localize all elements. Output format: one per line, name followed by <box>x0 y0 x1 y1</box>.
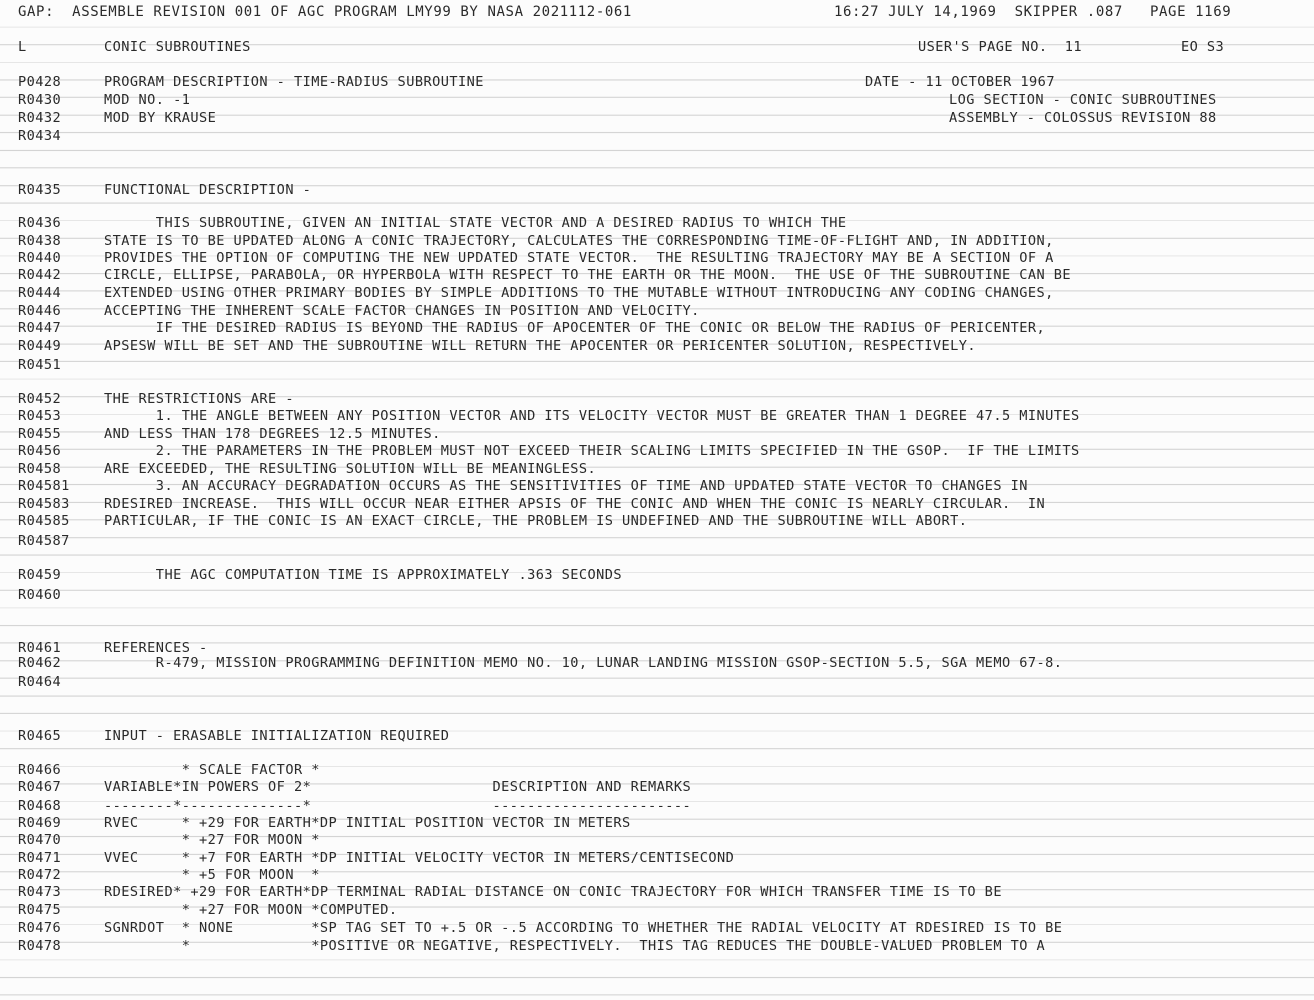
line-text: THE RESTRICTIONS ARE - <box>104 391 294 407</box>
section-code: EO S3 <box>1181 39 1225 55</box>
line-text: MOD BY KRAUSE <box>104 110 217 126</box>
line-text: EXTENDED USING OTHER PRIMARY BODIES BY SIMPLE ADDITIONS TO THE MUTABLE WITHOUT INTRODUCING ANY CODING CHANGES, <box>104 285 1054 301</box>
subheader-tag: L <box>18 39 27 55</box>
line-text: VVEC * +7 FOR EARTH *DP INITIAL VELOCITY VECTOR IN METERS/CENTISECOND <box>104 850 735 866</box>
line-tag: R0466 <box>18 762 62 778</box>
line-tag: R0449 <box>18 338 62 354</box>
line-tag: R0446 <box>18 303 62 319</box>
line-right-text: LOG SECTION - CONIC SUBROUTINES <box>949 92 1217 108</box>
line-text: INPUT - ERASABLE INITIALIZATION REQUIRED <box>104 728 450 744</box>
line-right-text: ASSEMBLY - COLOSSUS REVISION 88 <box>949 110 1217 126</box>
line-tag: R0469 <box>18 815 62 831</box>
line-text: FUNCTIONAL DESCRIPTION - <box>104 182 312 198</box>
line-tag: R0456 <box>18 443 62 459</box>
line-text: CIRCLE, ELLIPSE, PARABOLA, OR HYPERBOLA WITH RESPECT TO THE EARTH OR THE MOON. THE USE OF THE SUBROUTINE CAN BE <box>104 267 1072 283</box>
line-text: ARE EXCEEDED, THE RESULTING SOLUTION WILL BE MEANINGLESS. <box>104 461 597 477</box>
line-tag: R0468 <box>18 798 62 814</box>
line-tag: R0455 <box>18 426 62 442</box>
line-tag: R0430 <box>18 92 62 108</box>
line-tag: R0459 <box>18 567 62 583</box>
line-tag: R0465 <box>18 728 62 744</box>
line-tag: R0436 <box>18 215 62 231</box>
line-tag: R0470 <box>18 832 62 848</box>
line-text: * +5 FOR MOON * <box>104 867 320 883</box>
line-tag: R0442 <box>18 267 62 283</box>
line-text: PROVIDES THE OPTION OF COMPUTING THE NEW UPDATED STATE VECTOR. THE RESULTING TRAJECTORY MAY BE A SECTION OF A <box>104 250 1054 266</box>
line-tag: R0444 <box>18 285 62 301</box>
subheader <box>0 38 1225 56</box>
line-tag: R0451 <box>18 357 62 373</box>
line-tag: R0458 <box>18 461 62 477</box>
line-text: MOD NO. -1 <box>104 92 191 108</box>
line-tag: R04585 <box>18 513 70 529</box>
line-tag: R0476 <box>18 920 62 936</box>
line-tag: R0453 <box>18 408 62 424</box>
line-tag: R0462 <box>18 655 62 671</box>
line-tag: R0472 <box>18 867 62 883</box>
line-tag: R0452 <box>18 391 62 407</box>
line-tag: R0460 <box>18 587 62 603</box>
line-right-text: DATE - 11 OCTOBER 1967 <box>865 74 1055 90</box>
line-text: THIS SUBROUTINE, GIVEN AN INITIAL STATE VECTOR AND A DESIRED RADIUS TO WHICH THE <box>104 215 847 231</box>
line-text: STATE IS TO BE UPDATED ALONG A CONIC TRAJECTORY, CALCULATES THE CORRESPONDING TIME-OF-FLIGHT AND, IN ADDITION, <box>104 233 1054 249</box>
line-text: * *POSITIVE OR NEGATIVE, RESPECTIVELY. THIS TAG REDUCES THE DOUBLE-VALUED PROBLEM TO A <box>104 938 1046 954</box>
line-tag: R0440 <box>18 250 62 266</box>
line-tag: R04583 <box>18 496 70 512</box>
header-left: GAP: ASSEMBLE REVISION 001 OF AGC PROGRAM LMY99 BY NASA 2021112-061 <box>18 4 632 20</box>
line-text: 2. THE PARAMETERS IN THE PROBLEM MUST NOT EXCEED THEIR SCALING LIMITS SPECIFIED IN THE GSOP. IF THE LIMITS <box>104 443 1080 459</box>
line-tag: R04587 <box>18 533 70 549</box>
line-text: --------*--------------* ----------------------- <box>104 798 692 814</box>
line-text: * SCALE FACTOR * <box>104 762 320 778</box>
line-tag: R0447 <box>18 320 62 336</box>
line-text: ACCEPTING THE INHERENT SCALE FACTOR CHANGES IN POSITION AND VELOCITY. <box>104 303 700 319</box>
line-text: APSESW WILL BE SET AND THE SUBROUTINE WILL RETURN THE APOCENTER OR PERICENTER SOLUTION, RESPECTIVELY. <box>104 338 977 354</box>
header-right: 16:27 JULY 14,1969 SKIPPER .087 PAGE 1169 <box>834 4 1232 20</box>
line-tag: P0428 <box>18 74 62 90</box>
line-tag: R0435 <box>18 182 62 198</box>
line-text: 1. THE ANGLE BETWEEN ANY POSITION VECTOR AND ITS VELOCITY VECTOR MUST BE GREATER THAN 1 DEGREE 47.5 MINUTES <box>104 408 1080 424</box>
line-tag: R0464 <box>18 674 62 690</box>
line-tag: R0475 <box>18 902 62 918</box>
line-text: REFERENCES - <box>104 640 208 656</box>
users-page-number: USER'S PAGE NO. 11 <box>918 39 1083 55</box>
line-tag: R0461 <box>18 640 62 656</box>
line-text: RDESIRED* +29 FOR EARTH*DP TERMINAL RADIAL DISTANCE ON CONIC TRAJECTORY FOR WHICH TRANSFER TIME IS TO BE <box>104 884 1002 900</box>
line-text: 3. AN ACCURACY DEGRADATION OCCURS AS THE SENSITIVITIES OF TIME AND UPDATED STATE VECTOR TO CHANGES IN <box>104 478 1028 494</box>
line-text: VARIABLE*IN POWERS OF 2* DESCRIPTION AND REMARKS <box>104 779 692 795</box>
line-text: * +27 FOR MOON * <box>104 832 320 848</box>
line-text: IF THE DESIRED RADIUS IS BEYOND THE RADIUS OF APOCENTER OF THE CONIC OR BELOW THE RADIUS OF PERICENTER, <box>104 320 1046 336</box>
line-tag: R0467 <box>18 779 62 795</box>
line-text: PROGRAM DESCRIPTION - TIME-RADIUS SUBROUTINE <box>104 74 484 90</box>
line-text: * +27 FOR MOON *COMPUTED. <box>104 902 398 918</box>
line-tag: R0438 <box>18 233 62 249</box>
line-text: THE AGC COMPUTATION TIME IS APPROXIMATELY .363 SECONDS <box>104 567 623 583</box>
line-text: AND LESS THAN 178 DEGREES 12.5 MINUTES. <box>104 426 441 442</box>
line-tag: R0478 <box>18 938 62 954</box>
line-text: RDESIRED INCREASE. THIS WILL OCCUR NEAR EITHER APSIS OF THE CONIC AND WHEN THE CONIC IS NEARLY CIRCULAR. IN <box>104 496 1046 512</box>
line-tag: R0432 <box>18 110 62 126</box>
line-tag: R0473 <box>18 884 62 900</box>
line-tag: R04581 <box>18 478 70 494</box>
line-tag: R0471 <box>18 850 62 866</box>
line-text: R-479, MISSION PROGRAMMING DEFINITION MEMO NO. 10, LUNAR LANDING MISSION GSOP-SECTION 5.5, SGA MEMO 67-8. <box>104 655 1063 671</box>
line-text: PARTICULAR, IF THE CONIC IS AN EXACT CIRCLE, THE PROBLEM IS UNDEFINED AND THE SUBROUTINE WILL ABORT. <box>104 513 968 529</box>
section-title: CONIC SUBROUTINES <box>104 39 251 55</box>
line-text: SGNRDOT * NONE *SP TAG SET TO +.5 OR -.5 ACCORDING TO WHETHER THE RADIAL VELOCITY AT RDESIRED IS TO BE <box>104 920 1063 936</box>
line-text: RVEC * +29 FOR EARTH*DP INITIAL POSITION VECTOR IN METERS <box>104 815 631 831</box>
line-tag: R0434 <box>18 128 62 144</box>
